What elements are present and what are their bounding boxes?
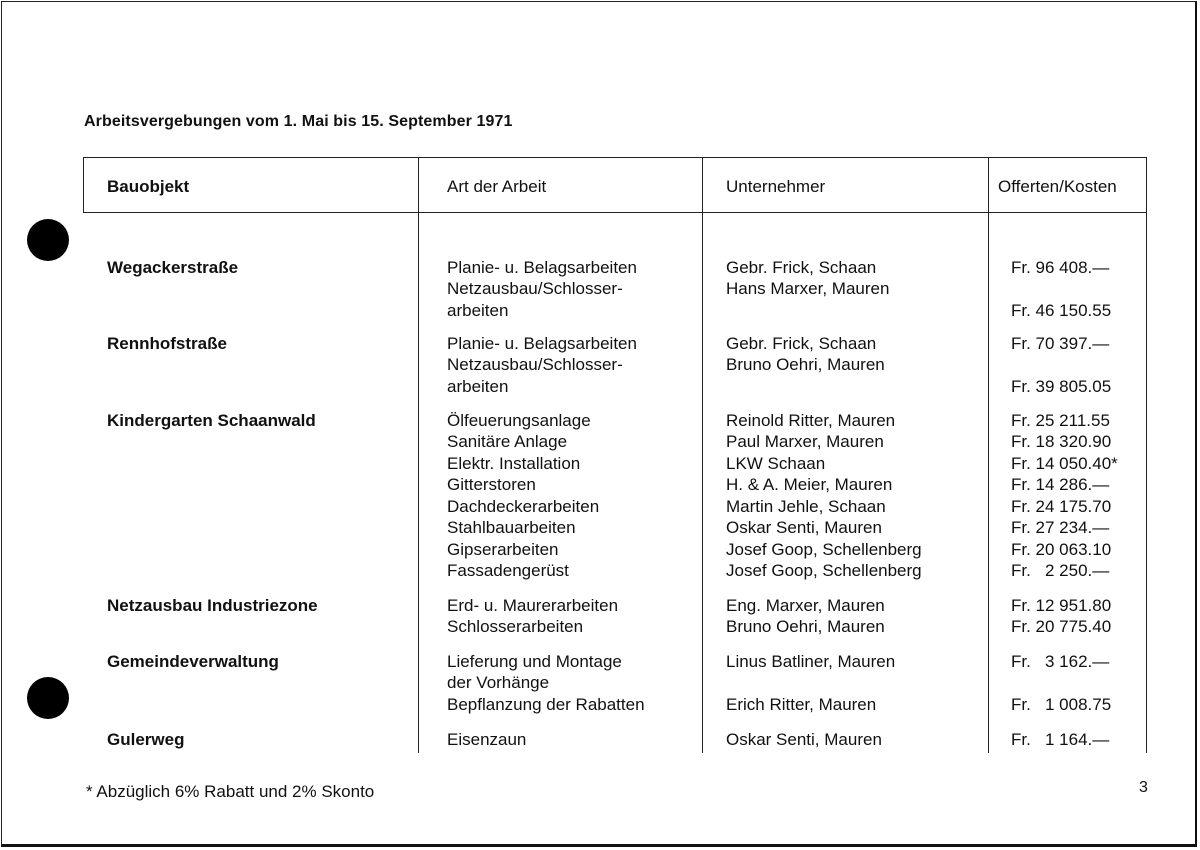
- cell-unternehmer: Oskar Senti, Mauren: [726, 518, 882, 537]
- cell-unternehmer: H. & A. Meier, Mauren: [726, 475, 893, 494]
- cell-art: Ölfeuerungsanlage: [447, 411, 591, 430]
- cell-kosten: Fr. 1 164.—: [1011, 730, 1110, 749]
- cell-unternehmer: LKW Schaan: [726, 454, 826, 473]
- cell-unternehmer: Josef Goop, Schellenberg: [726, 540, 922, 559]
- cell-art: Eisenzaun: [447, 730, 527, 749]
- cell-art: Schlosserarbeiten: [447, 617, 584, 636]
- column-divider-1: [418, 157, 419, 753]
- cell-unternehmer: Bruno Oehri, Mauren: [726, 355, 885, 374]
- cell-unternehmer: Bruno Oehri, Mauren: [726, 617, 885, 636]
- cell-art: Planie- u. Belagsarbeiten: [447, 258, 637, 277]
- punch-hole-top: [27, 219, 69, 261]
- cell-art: Gipserarbeiten: [447, 540, 559, 559]
- header-unternehmer: Unternehmer: [726, 177, 826, 196]
- cell-kosten: Fr. 25 211.55: [1011, 411, 1110, 430]
- cell-kosten: Fr. 3 162.—: [1011, 652, 1110, 671]
- cell-objekt: Gemeindeverwaltung: [107, 652, 279, 671]
- column-divider-2: [702, 157, 703, 753]
- cell-art: Planie- u. Belagsarbeiten: [447, 334, 637, 353]
- cell-unternehmer: Hans Marxer, Mauren: [726, 279, 890, 298]
- cell-art: Elektr. Installation: [447, 454, 581, 473]
- cell-kosten: Fr. 14 286.—: [1011, 475, 1110, 494]
- cell-art: arbeiten: [447, 301, 509, 320]
- page-number: 3: [1139, 779, 1148, 796]
- cell-art: Stahlbauarbeiten: [447, 518, 576, 537]
- cell-objekt: Kindergarten Schaanwald: [107, 411, 316, 430]
- cell-kosten: Fr. 20 775.40: [1011, 617, 1112, 636]
- cell-art: Sanitäre Anlage: [447, 432, 568, 451]
- cell-art: Bepflanzung der Rabatten: [447, 695, 645, 714]
- cell-kosten: Fr. 14 050.40*: [1011, 454, 1118, 473]
- cell-unternehmer: Reinold Ritter, Mauren: [726, 411, 896, 430]
- cell-art: arbeiten: [447, 377, 509, 396]
- cell-unternehmer: Erich Ritter, Mauren: [726, 695, 877, 714]
- cell-art: Netzausbau/Schlosser-: [447, 279, 623, 298]
- cell-kosten: Fr. 70 397.—: [1011, 334, 1110, 353]
- cell-unternehmer: Gebr. Frick, Schaan: [726, 334, 877, 353]
- punch-hole-bottom: [27, 677, 69, 719]
- cell-unternehmer: Martin Jehle, Schaan: [726, 497, 886, 516]
- cell-objekt: Gulerweg: [107, 730, 185, 749]
- document-title: Arbeitsvergebungen vom 1. Mai bis 15. September 1971: [84, 113, 513, 130]
- cell-unternehmer: Paul Marxer, Mauren: [726, 432, 884, 451]
- cell-unternehmer: Linus Batliner, Mauren: [726, 652, 896, 671]
- footnote: * Abzüglich 6% Rabatt und 2% Skonto: [86, 782, 375, 801]
- cell-kosten: Fr. 27 234.—: [1011, 518, 1110, 537]
- cell-kosten: Fr. 46 150.55: [1011, 301, 1112, 320]
- cell-kosten: Fr. 24 175.70: [1011, 497, 1112, 516]
- cell-kosten: Fr. 1 008.75: [1011, 695, 1112, 714]
- table-left-border: [83, 157, 84, 212]
- cell-kosten: Fr. 20 063.10: [1011, 540, 1112, 559]
- cell-unternehmer: Oskar Senti, Mauren: [726, 730, 882, 749]
- cell-art: Dachdeckerarbeiten: [447, 497, 600, 516]
- cell-objekt: Netzausbau Industriezone: [107, 596, 318, 615]
- header-art: Art der Arbeit: [447, 177, 547, 196]
- work-table: [83, 157, 1147, 753]
- cell-art: Fassadengerüst: [447, 561, 569, 580]
- cell-art: der Vorhänge: [447, 673, 550, 692]
- cell-kosten: Fr. 96 408.—: [1011, 258, 1110, 277]
- cell-kosten: Fr. 39 805.05: [1011, 377, 1112, 396]
- cell-art: Gitterstoren: [447, 475, 536, 494]
- cell-art: Netzausbau/Schlosser-: [447, 355, 623, 374]
- cell-objekt: Wegackerstraße: [107, 258, 239, 277]
- cell-art: Erd- u. Maurerarbeiten: [447, 596, 619, 615]
- cell-unternehmer: Eng. Marxer, Mauren: [726, 596, 885, 615]
- cell-art: Lieferung und Montage: [447, 652, 622, 671]
- cell-unternehmer: Josef Goop, Schellenberg: [726, 561, 922, 580]
- header-bauobjekt: Bauobjekt: [107, 177, 190, 196]
- cell-kosten: Fr. 12 951.80: [1011, 596, 1112, 615]
- cell-kosten: Fr. 2 250.—: [1011, 561, 1110, 580]
- cell-kosten: Fr. 18 320.90: [1011, 432, 1112, 451]
- cell-unternehmer: Gebr. Frick, Schaan: [726, 258, 877, 277]
- cell-objekt: Rennhofstraße: [107, 334, 227, 353]
- header-kosten: Offerten/Kosten: [998, 177, 1117, 196]
